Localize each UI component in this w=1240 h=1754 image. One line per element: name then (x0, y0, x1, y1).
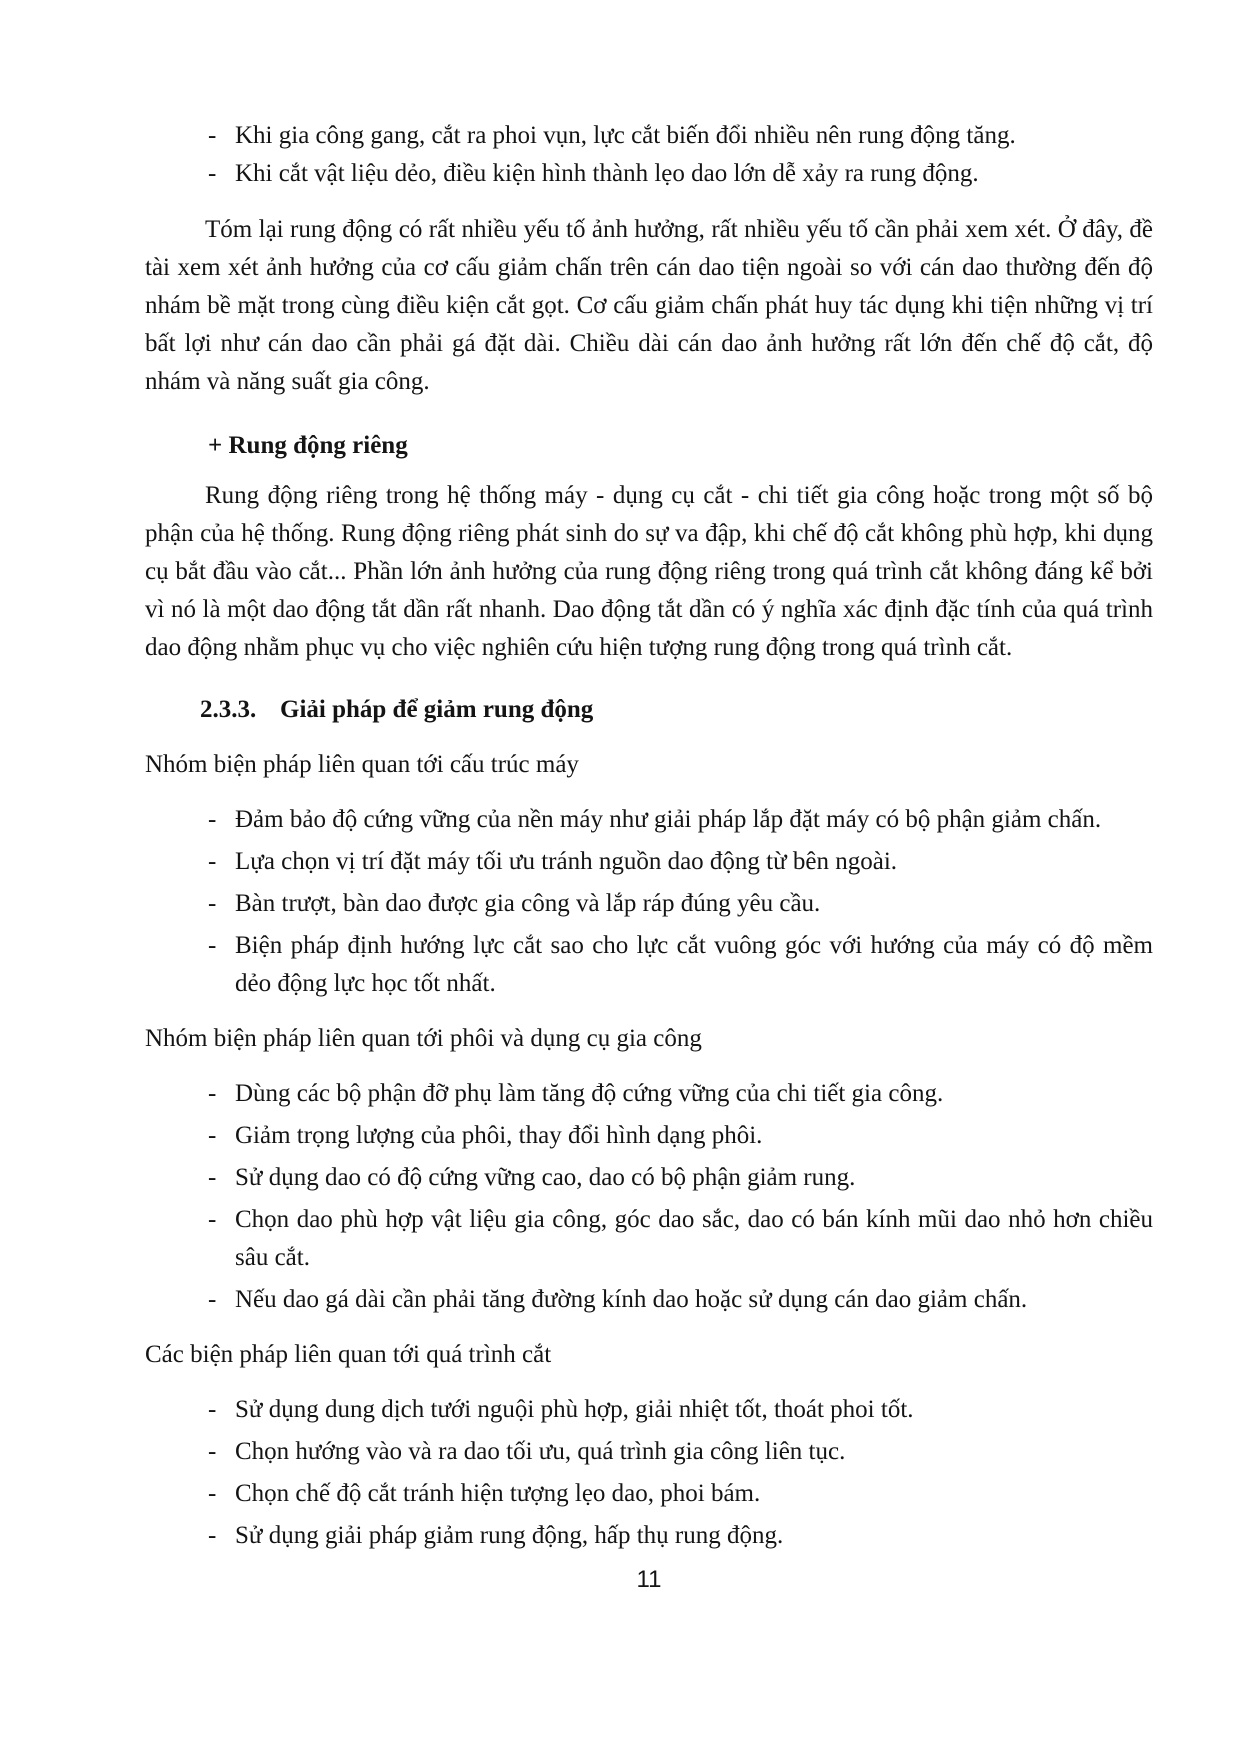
list-item (145, 1159, 1153, 1197)
dash-marker: - (208, 806, 217, 833)
group-dash-list (145, 801, 1153, 1003)
list-item (145, 117, 1153, 155)
group-label: Nhóm biện pháp liên quan tới cấu trúc máy (145, 751, 579, 778)
page-number: 11 (636, 1566, 662, 1593)
list-item-text: Chọn hướng vào và ra dao tối ưu, quá trình gia công liên tục. (235, 1438, 846, 1465)
list-item (145, 801, 1153, 839)
dash-marker: - (208, 890, 217, 917)
list-item-text: Khi gia công gang, cắt ra phoi vụn, lực cắt biến đổi nhiều nên rung động tăng. (235, 122, 1016, 149)
dash-marker: - (208, 1480, 217, 1507)
list-item-text: Dùng các bộ phận đỡ phụ làm tăng độ cứng vững của chi tiết gia công. (235, 1080, 944, 1107)
dash-marker: - (208, 1522, 217, 1549)
group-label: Các biện pháp liên quan tới quá trình cắt (145, 1341, 552, 1368)
dash-marker: - (208, 848, 217, 875)
list-item (145, 1117, 1153, 1155)
list-item-text: Đảm bảo độ cứng vững của nền máy như giải pháp lắp đặt máy có bộ phận giảm chấn. (235, 806, 1102, 833)
list-item (145, 843, 1153, 881)
natural-vibration-heading: + Rung động riêng (208, 432, 408, 459)
list-item (145, 1201, 1153, 1277)
list-item (145, 927, 1153, 1003)
list-item-text: Biện pháp định hướng lực cắt sao cho lực cắt vuông góc với hướng của máy có độ mềm dẻo động lực học tốt nhất. (235, 932, 1153, 997)
dash-marker: - (208, 1080, 217, 1107)
group-dash-list (145, 1075, 1153, 1319)
group-label: Nhóm biện pháp liên quan tới phôi và dụng cụ gia công (145, 1025, 702, 1052)
list-item (145, 1281, 1153, 1319)
list-item-text: Nếu dao gá dài cần phải tăng đường kính dao hoặc sử dụng cán dao giảm chấn. (235, 1286, 1028, 1313)
intro-dash-list (145, 117, 1153, 193)
dash-marker: - (208, 1438, 217, 1465)
list-item-text: Giảm trọng lượng của phôi, thay đổi hình dạng phôi. (235, 1122, 763, 1149)
dash-marker: - (208, 1164, 217, 1191)
dash-marker: - (208, 160, 217, 187)
list-item-text: Sử dụng dao có độ cứng vững cao, dao có bộ phận giảm rung. (235, 1164, 856, 1191)
list-item-text: Chọn chế độ cắt tránh hiện tượng lẹo dao, phoi bám. (235, 1480, 761, 1507)
dash-marker: - (208, 1122, 217, 1149)
dash-marker: - (208, 932, 217, 959)
section-title: Giải pháp để giảm rung động (280, 696, 594, 723)
dash-marker: - (208, 1206, 217, 1233)
list-item (145, 155, 1153, 193)
group-dash-list (145, 1391, 1153, 1555)
list-item-text: Sử dụng dung dịch tưới nguội phù hợp, giải nhiệt tốt, thoát phoi tốt. (235, 1396, 914, 1423)
list-item-text: Chọn dao phù hợp vật liệu gia công, góc dao sắc, dao có bán kính mũi dao nhỏ hơn chiều sâu cắt. (235, 1206, 1153, 1271)
section-number: 2.3.3. (200, 696, 257, 723)
summary-paragraph: Tóm lại rung động có rất nhiều yếu tố ảnh hưởng, rất nhiều yếu tố cần phải xem xét. Ở đây, đề tài xem xét ảnh hưởng của cơ cấu giảm chấn trên cán dao tiện ngoài so với cán dao thường đến độ nhám bề mặt trong cùng điều kiện cắt gọt. Cơ cấu giảm chấn phát huy tác dụng khi tiện những vị trí bất lợi như cán dao cần phải gá đặt dài. Chiều dài cán dao ảnh hưởng rất lớn đến chế độ cắt, độ nhám và năng suất gia công. (145, 216, 1153, 395)
list-item (145, 1433, 1153, 1471)
list-item-text: Sử dụng giải pháp giảm rung động, hấp thụ rung động. (235, 1522, 784, 1549)
list-item-text: Bàn trượt, bàn dao được gia công và lắp ráp đúng yêu cầu. (235, 890, 821, 917)
list-item (145, 1075, 1153, 1113)
list-item (145, 1391, 1153, 1429)
list-item-text: Lựa chọn vị trí đặt máy tối ưu tránh nguồn dao động từ bên ngoài. (235, 848, 898, 875)
list-item-text: Khi cắt vật liệu dẻo, điều kiện hình thành lẹo dao lớn dễ xảy ra rung động. (235, 160, 979, 187)
list-item (145, 885, 1153, 923)
section-heading (145, 691, 1153, 729)
dash-marker: - (208, 122, 217, 149)
natural-vibration-paragraph: Rung động riêng trong hệ thống máy - dụng cụ cắt - chi tiết gia công hoặc trong một số bộ phận của hệ thống. Rung động riêng phát sinh do sự va đập, khi chế độ cắt không phù hợp, khi dụng cụ bắt đầu vào cắt... Phần lớn ảnh hưởng của rung động riêng trong quá trình cắt không đáng kể bởi vì nó là một dao động tắt dần rất nhanh. Dao động tắt dần có ý nghĩa xác định đặc tính của quá trình dao động nhằm phục vụ cho việc nghiên cứu hiện tượng rung động trong quá trình cắt. (145, 482, 1153, 661)
list-item (145, 1475, 1153, 1513)
list-item (145, 1517, 1153, 1555)
dash-marker: - (208, 1396, 217, 1423)
dash-marker: - (208, 1286, 217, 1313)
